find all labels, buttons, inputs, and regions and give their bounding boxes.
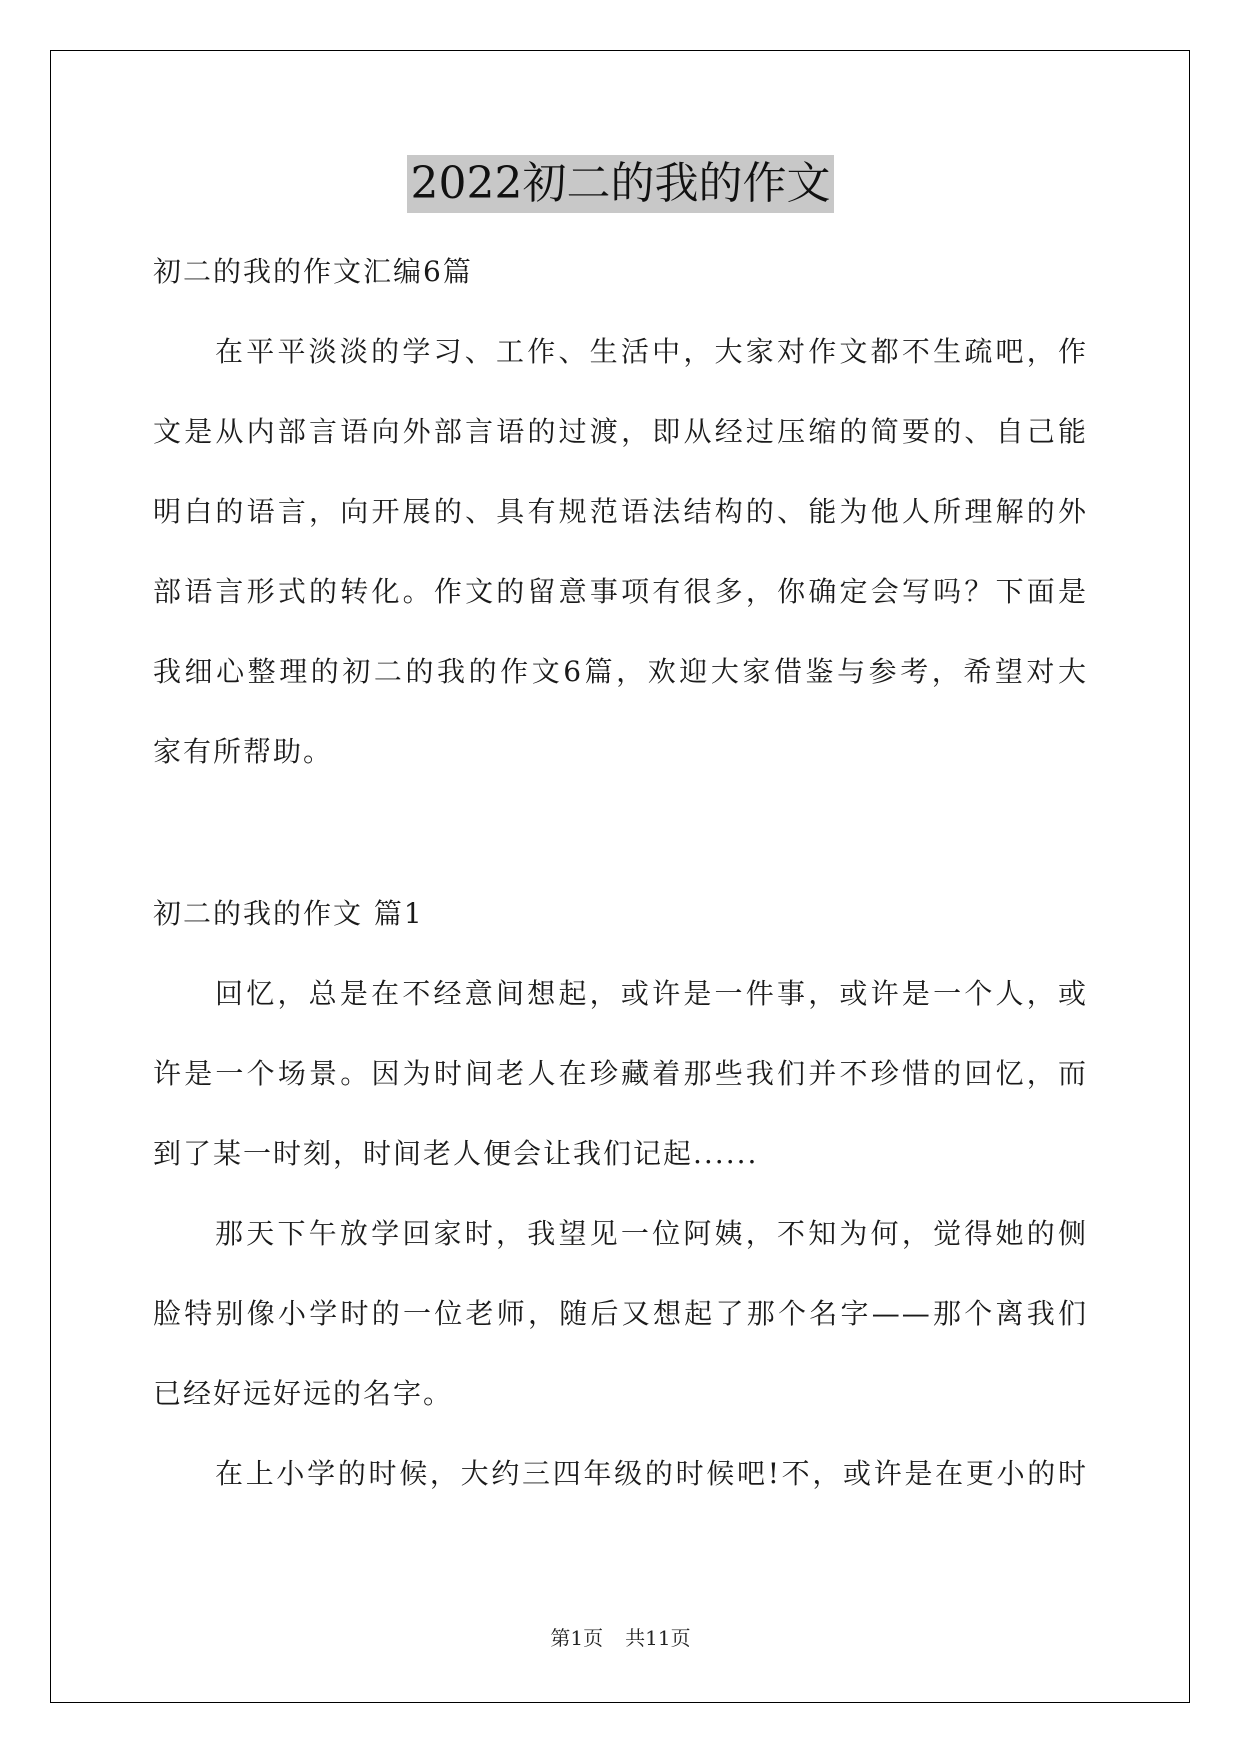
- paragraph-line: 已经好远好远的名字。: [153, 1377, 454, 1410]
- document-title: 2022初二的我的作文: [407, 155, 835, 213]
- paragraph-line: 明白的语言，向开展的、具有规范语法结构的、能为他人所理解的外: [153, 495, 1088, 528]
- title-container: [0, 155, 1241, 213]
- section-heading: 初二的我的作文 篇1: [153, 897, 424, 930]
- paragraph-line: 我细心整理的初二的我的作文6篇，欢迎大家借鉴与参考，希望对大: [153, 655, 1088, 688]
- document-body: [153, 232, 1088, 1514]
- page-footer: [0, 1622, 1241, 1651]
- paragraph-line: 脸特别像小学时的一位老师，随后又想起了那个名字——那个离我们: [153, 1297, 1088, 1330]
- paragraph-line: 许是一个场景。因为时间老人在珍藏着那些我们并不珍惜的回忆，而: [153, 1057, 1088, 1090]
- section-spacer: [153, 792, 1088, 874]
- paragraph-line: 家有所帮助。: [153, 735, 334, 768]
- paragraph-line: 回忆，总是在不经意间想起，或许是一件事，或许是一个人，或: [215, 977, 1088, 1010]
- page-number: 第1页: [550, 1626, 604, 1650]
- paragraph-2: [153, 1194, 1088, 1434]
- paragraph-line: 部语言形式的转化。作文的留意事项有很多，你确定会写吗？下面是: [153, 575, 1088, 608]
- paragraph-line: 到了某一时刻，时间老人便会让我们记起......: [153, 1137, 759, 1170]
- document-subtitle: 初二的我的作文汇编6篇: [153, 255, 473, 288]
- paragraph-line: 文是从内部言语向外部言语的过渡，即从经过压缩的简要的、自己能: [153, 415, 1088, 448]
- paragraph-3: [153, 1434, 1088, 1514]
- page-total: 共11页: [625, 1626, 691, 1650]
- paragraph-line: 在平平淡淡的学习、工作、生活中，大家对作文都不生疏吧，作: [215, 335, 1088, 368]
- paragraph-line: 在上小学的时候，大约三四年级的时候吧!不，或许是在更小的时: [215, 1457, 1088, 1490]
- paragraph-1: [153, 954, 1088, 1194]
- intro-paragraph: [153, 312, 1088, 792]
- paragraph-line: 那天下午放学回家时，我望见一位阿姨，不知为何，觉得她的侧: [215, 1217, 1088, 1250]
